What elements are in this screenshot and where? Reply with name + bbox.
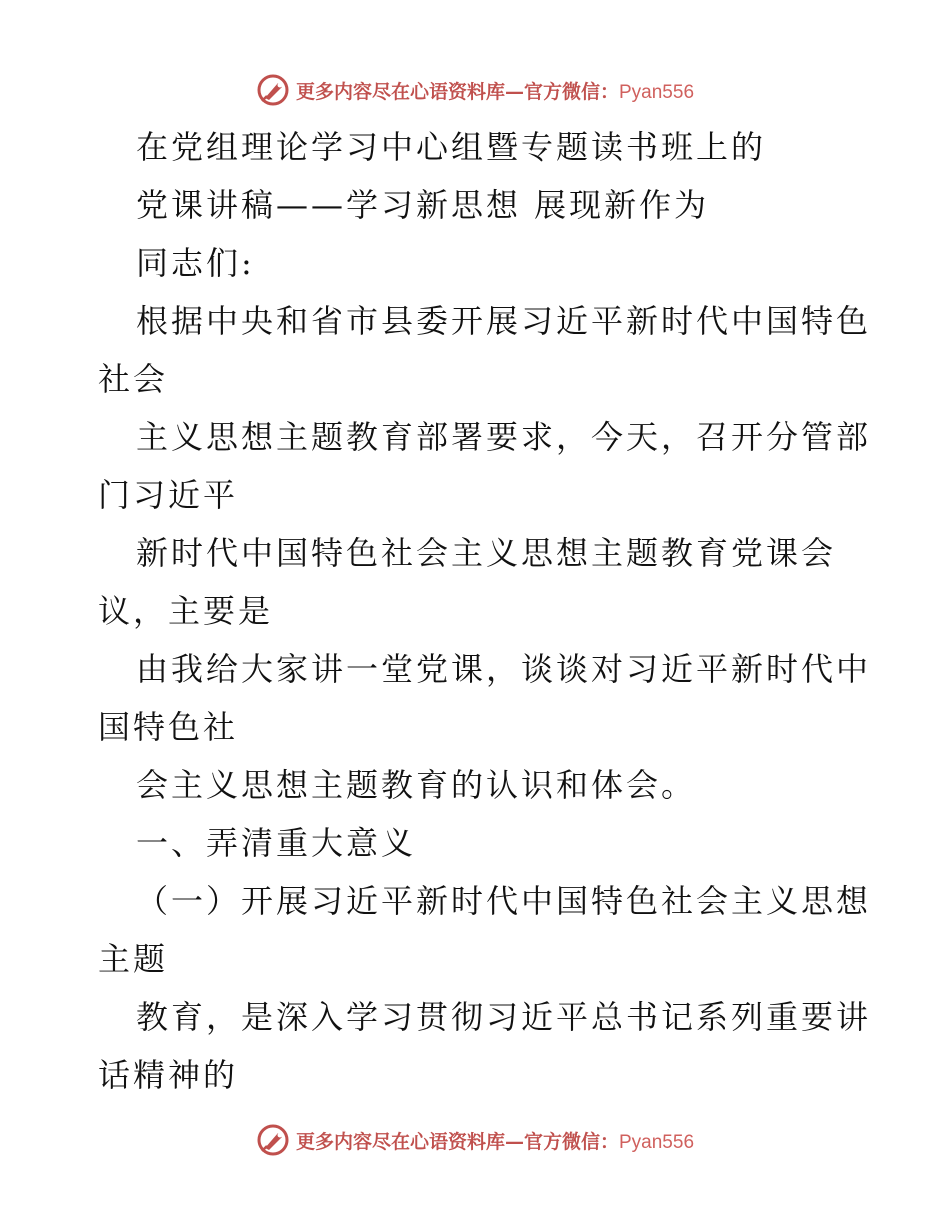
header-watermark xyxy=(0,72,950,108)
paragraph-line: 一、弄清重大意义 xyxy=(136,824,417,862)
paragraph-line: 话精神的 xyxy=(98,1056,239,1094)
paragraph-line: 主题 xyxy=(98,940,169,978)
pen-nib-logo-icon xyxy=(256,73,290,107)
paragraph-line: 社会 xyxy=(98,360,169,398)
paragraph-line: 主义思想主题教育部署要求，今天，召开分管部 xyxy=(136,418,872,456)
watermark-text: 更多内容尽在心语资料库—官方微信：Pyan556 xyxy=(295,80,695,103)
document-body xyxy=(98,118,872,1104)
paragraph-line: 教育，是深入学习贯彻习近平总书记系列重要讲 xyxy=(136,998,872,1036)
paragraph-line: 会主义思想主题教育的认识和体会。 xyxy=(136,766,697,804)
paragraph-line: 由我给大家讲一堂党课，谈谈对习近平新时代中 xyxy=(136,650,872,688)
paragraph-line: 在党组理论学习中心组暨专题读书班上的 xyxy=(136,128,767,166)
paragraph-line: （一）开展习近平新时代中国特色社会主义思想 xyxy=(136,882,872,920)
paragraph-line: 同志们: xyxy=(136,244,255,282)
paragraph-line: 议，主要是 xyxy=(98,592,274,630)
footer-watermark xyxy=(0,1122,950,1158)
pen-nib-logo-icon xyxy=(256,1123,290,1157)
paragraph-line: 根据中央和省市县委开展习近平新时代中国特色 xyxy=(136,302,872,340)
watermark-text: 更多内容尽在心语资料库—官方微信：Pyan556 xyxy=(295,1130,695,1153)
paragraph-line: 门习近平 xyxy=(98,476,239,514)
paragraph-line: 新时代中国特色社会主义思想主题教育党课会 xyxy=(136,534,837,572)
paragraph-line: 国特色社 xyxy=(98,708,239,746)
paragraph-line: 党课讲稿——学习新思想 展现新作为 xyxy=(136,186,710,224)
